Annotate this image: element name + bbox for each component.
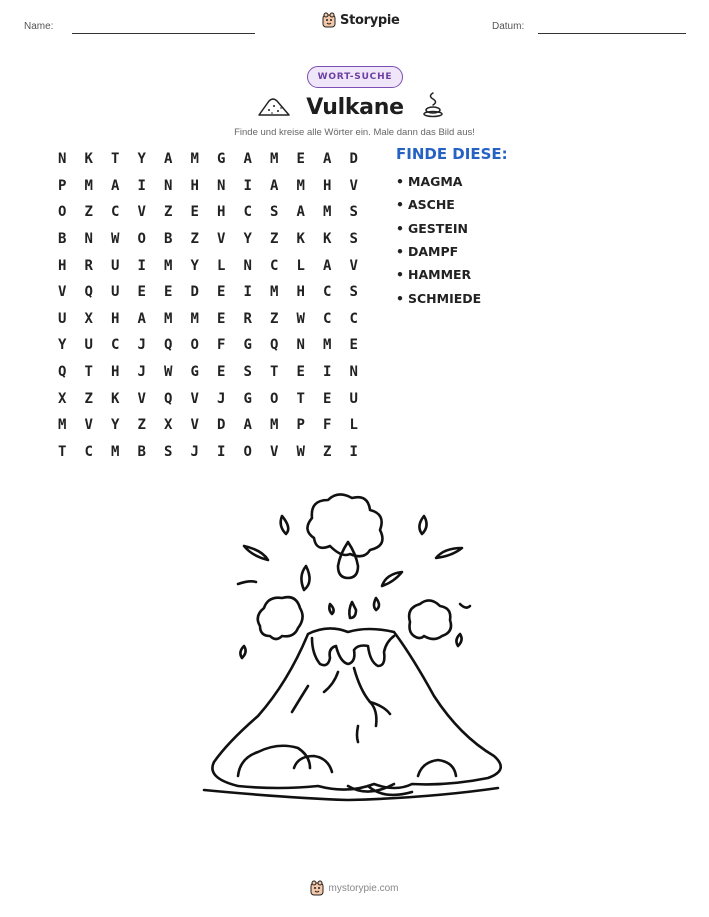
grid-letter[interactable]: W: [296, 443, 305, 460]
grid-letter[interactable]: E: [164, 284, 173, 301]
grid-letter[interactable]: G: [217, 151, 226, 168]
name-label: Name:: [24, 21, 54, 32]
bullet: •: [396, 197, 404, 213]
storypie-logo-icon: [322, 12, 336, 28]
grid-letter[interactable]: J: [137, 337, 146, 354]
grid-letter[interactable]: V: [137, 390, 146, 407]
grid-letter[interactable]: N: [243, 257, 252, 274]
word-list-item: [396, 286, 481, 309]
instructions: Finde und kreise alle Wörter ein. Male dann das Bild aus!: [234, 127, 475, 138]
word-list: [396, 170, 481, 310]
grid-letter[interactable]: K: [84, 151, 93, 168]
grid-letter[interactable]: M: [111, 443, 120, 460]
date-field-line[interactable]: [538, 33, 686, 34]
word-list-item: [396, 217, 481, 240]
grid-letter[interactable]: S: [349, 231, 358, 248]
grid-letter[interactable]: S: [270, 204, 279, 221]
grid-letter[interactable]: H: [323, 177, 332, 194]
storypie-logo-icon: [310, 880, 324, 896]
grid-letter[interactable]: C: [323, 284, 332, 301]
bullet: •: [396, 174, 404, 190]
grid-letter[interactable]: Q: [164, 337, 173, 354]
grid-letter[interactable]: S: [349, 284, 358, 301]
grid-letter[interactable]: N: [349, 364, 358, 381]
find-list-title: FINDE DIESE:: [396, 145, 508, 163]
grid-letter[interactable]: W: [164, 364, 173, 381]
grid-letter[interactable]: N: [164, 177, 173, 194]
grid-letter[interactable]: A: [270, 177, 279, 194]
volcano-illustration: [198, 486, 510, 804]
grid-letter[interactable]: V: [84, 417, 93, 434]
footer: [0, 880, 709, 896]
grid-letter[interactable]: K: [323, 231, 332, 248]
grid-letter[interactable]: E: [217, 364, 226, 381]
grid-letter[interactable]: N: [296, 337, 305, 354]
grid-letter[interactable]: D: [349, 151, 358, 168]
word-label: MAGMA: [408, 174, 463, 190]
grid-letter[interactable]: O: [270, 390, 279, 407]
grid-letter[interactable]: K: [296, 231, 305, 248]
grid-letter[interactable]: Q: [270, 337, 279, 354]
grid-letter[interactable]: P: [58, 177, 67, 194]
grid-letter[interactable]: E: [296, 151, 305, 168]
grid-letter[interactable]: H: [217, 204, 226, 221]
grid-letter[interactable]: R: [243, 310, 252, 327]
word-list-item: [396, 170, 481, 193]
grid-letter[interactable]: M: [296, 177, 305, 194]
grid-letter[interactable]: N: [217, 177, 226, 194]
grid-letter[interactable]: F: [217, 337, 226, 354]
grid-letter[interactable]: D: [190, 284, 199, 301]
word-label: DAMPF: [408, 244, 459, 260]
grid-letter[interactable]: O: [190, 337, 199, 354]
grid-letter[interactable]: U: [111, 284, 120, 301]
word-search-badge: WORT-SUCHE: [307, 66, 403, 88]
grid-letter[interactable]: U: [349, 390, 358, 407]
grid-letter[interactable]: A: [323, 257, 332, 274]
word-search-grid[interactable]: [49, 146, 367, 465]
bullet: •: [396, 220, 404, 236]
brand-logo: [322, 12, 400, 28]
grid-letter[interactable]: M: [190, 310, 199, 327]
grid-letter[interactable]: L: [349, 417, 358, 434]
bullet: •: [396, 267, 404, 283]
grid-letter[interactable]: Z: [270, 310, 279, 327]
word-list-item: [396, 240, 481, 263]
grid-letter[interactable]: T: [270, 364, 279, 381]
grid-letter[interactable]: A: [243, 417, 252, 434]
grid-letter[interactable]: V: [190, 417, 199, 434]
grid-letter[interactable]: I: [243, 177, 252, 194]
grid-letter[interactable]: V: [217, 231, 226, 248]
grid-letter[interactable]: H: [296, 284, 305, 301]
grid-letter[interactable]: I: [243, 284, 252, 301]
grid-letter[interactable]: U: [58, 310, 67, 327]
grid-letter[interactable]: G: [243, 337, 252, 354]
grid-letter[interactable]: U: [111, 257, 120, 274]
grid-letter[interactable]: G: [243, 390, 252, 407]
word-label: ASCHE: [408, 197, 455, 213]
title-row: [250, 92, 460, 122]
grid-letter[interactable]: M: [270, 151, 279, 168]
word-label: SCHMIEDE: [408, 290, 482, 306]
grid-letter[interactable]: E: [217, 284, 226, 301]
grid-letter[interactable]: H: [111, 364, 120, 381]
word-list-item: [396, 263, 481, 286]
grid-letter[interactable]: V: [349, 177, 358, 194]
steam-icon: [422, 90, 444, 118]
grid-letter[interactable]: Y: [58, 337, 67, 354]
grid-letter[interactable]: Z: [190, 231, 199, 248]
grid-letter[interactable]: T: [84, 364, 93, 381]
grid-letter[interactable]: T: [111, 151, 120, 168]
grid-letter[interactable]: Z: [270, 231, 279, 248]
grid-letter[interactable]: Y: [137, 151, 146, 168]
grid-letter[interactable]: N: [84, 231, 93, 248]
grid-letter[interactable]: M: [270, 417, 279, 434]
grid-letter[interactable]: V: [190, 390, 199, 407]
grid-letter[interactable]: O: [58, 204, 67, 221]
grid-letter[interactable]: E: [296, 364, 305, 381]
grid-letter[interactable]: A: [323, 151, 332, 168]
grid-letter[interactable]: E: [217, 310, 226, 327]
grid-letter[interactable]: Q: [84, 284, 93, 301]
grid-letter[interactable]: U: [84, 337, 93, 354]
grid-letter[interactable]: C: [270, 257, 279, 274]
grid-letter[interactable]: A: [137, 310, 146, 327]
grid-letter[interactable]: B: [164, 231, 173, 248]
grid-letter[interactable]: W: [111, 231, 120, 248]
grid-letter[interactable]: I: [137, 177, 146, 194]
grid-letter[interactable]: C: [111, 337, 120, 354]
grid-letter[interactable]: O: [243, 443, 252, 460]
grid-letter[interactable]: J: [190, 443, 199, 460]
grid-letter[interactable]: X: [164, 417, 173, 434]
word-label: GESTEIN: [408, 220, 468, 236]
bullet: •: [396, 244, 404, 260]
grid-letter[interactable]: M: [323, 204, 332, 221]
grid-letter[interactable]: M: [58, 417, 67, 434]
page-title: Vulkane: [306, 94, 404, 120]
footer-url[interactable]: mystorypie.com: [328, 882, 399, 894]
grid-letter[interactable]: E: [349, 337, 358, 354]
grid-letter[interactable]: V: [349, 257, 358, 274]
grid-letter[interactable]: S: [243, 364, 252, 381]
grid-letter[interactable]: J: [137, 364, 146, 381]
grid-letter[interactable]: G: [190, 364, 199, 381]
grid-letter[interactable]: M: [164, 257, 173, 274]
grid-letter[interactable]: X: [58, 390, 67, 407]
grid-letter[interactable]: A: [296, 204, 305, 221]
grid-letter[interactable]: J: [217, 390, 226, 407]
grid-letter[interactable]: M: [323, 337, 332, 354]
grid-letter[interactable]: Y: [190, 257, 199, 274]
grid-letter[interactable]: H: [190, 177, 199, 194]
grid-letter[interactable]: B: [58, 231, 67, 248]
bullet: •: [396, 290, 404, 306]
grid-letter[interactable]: Z: [84, 204, 93, 221]
word-list-item: [396, 193, 481, 216]
grid-letter[interactable]: F: [323, 417, 332, 434]
grid-letter[interactable]: L: [217, 257, 226, 274]
grid-letter[interactable]: Q: [58, 364, 67, 381]
brand-name: Storypie: [340, 12, 400, 28]
grid-letter[interactable]: P: [296, 417, 305, 434]
grid-letter[interactable]: I: [323, 364, 332, 381]
grid-letter[interactable]: Z: [164, 204, 173, 221]
grid-letter[interactable]: A: [243, 151, 252, 168]
word-label: HAMMER: [408, 267, 472, 283]
grid-letter[interactable]: M: [270, 284, 279, 301]
grid-letter[interactable]: C: [349, 310, 358, 327]
grid-letter[interactable]: E: [190, 204, 199, 221]
grid-letter[interactable]: R: [84, 257, 93, 274]
grid-letter[interactable]: T: [296, 390, 305, 407]
grid-letter[interactable]: X: [84, 310, 93, 327]
grid-letter[interactable]: I: [349, 443, 358, 460]
grid-letter[interactable]: A: [111, 177, 120, 194]
grid-letter[interactable]: I: [217, 443, 226, 460]
grid-letter[interactable]: M: [84, 177, 93, 194]
grid-letter[interactable]: C: [243, 204, 252, 221]
grid-letter[interactable]: B: [137, 443, 146, 460]
grid-letter[interactable]: C: [111, 204, 120, 221]
grid-letter[interactable]: M: [164, 310, 173, 327]
grid-letter[interactable]: D: [217, 417, 226, 434]
grid-letter[interactable]: V: [270, 443, 279, 460]
grid-letter[interactable]: E: [323, 390, 332, 407]
grid-letter[interactable]: N: [58, 151, 67, 168]
grid-letter[interactable]: K: [111, 390, 120, 407]
grid-letter[interactable]: W: [296, 310, 305, 327]
grid-letter[interactable]: M: [190, 151, 199, 168]
grid-letter[interactable]: C: [84, 443, 93, 460]
grid-letter[interactable]: T: [58, 443, 67, 460]
grid-letter[interactable]: Y: [111, 417, 120, 434]
grid-letter[interactable]: E: [137, 284, 146, 301]
grid-letter[interactable]: H: [111, 310, 120, 327]
grid-letter[interactable]: C: [323, 310, 332, 327]
name-field-line[interactable]: [72, 33, 255, 34]
grid-letter[interactable]: L: [296, 257, 305, 274]
grid-letter[interactable]: Q: [164, 390, 173, 407]
grid-letter[interactable]: V: [137, 204, 146, 221]
grid-letter[interactable]: Y: [243, 231, 252, 248]
grid-letter[interactable]: O: [137, 231, 146, 248]
grid-letter[interactable]: Z: [137, 417, 146, 434]
date-label: Datum:: [492, 21, 525, 32]
grid-letter[interactable]: S: [349, 204, 358, 221]
grid-letter[interactable]: I: [137, 257, 146, 274]
grid-letter[interactable]: Z: [323, 443, 332, 460]
grid-letter[interactable]: Z: [84, 390, 93, 407]
grid-letter[interactable]: A: [164, 151, 173, 168]
rock-pile-icon: [257, 95, 291, 117]
grid-letter[interactable]: V: [58, 284, 67, 301]
grid-letter[interactable]: S: [164, 443, 173, 460]
grid-letter[interactable]: H: [58, 257, 67, 274]
